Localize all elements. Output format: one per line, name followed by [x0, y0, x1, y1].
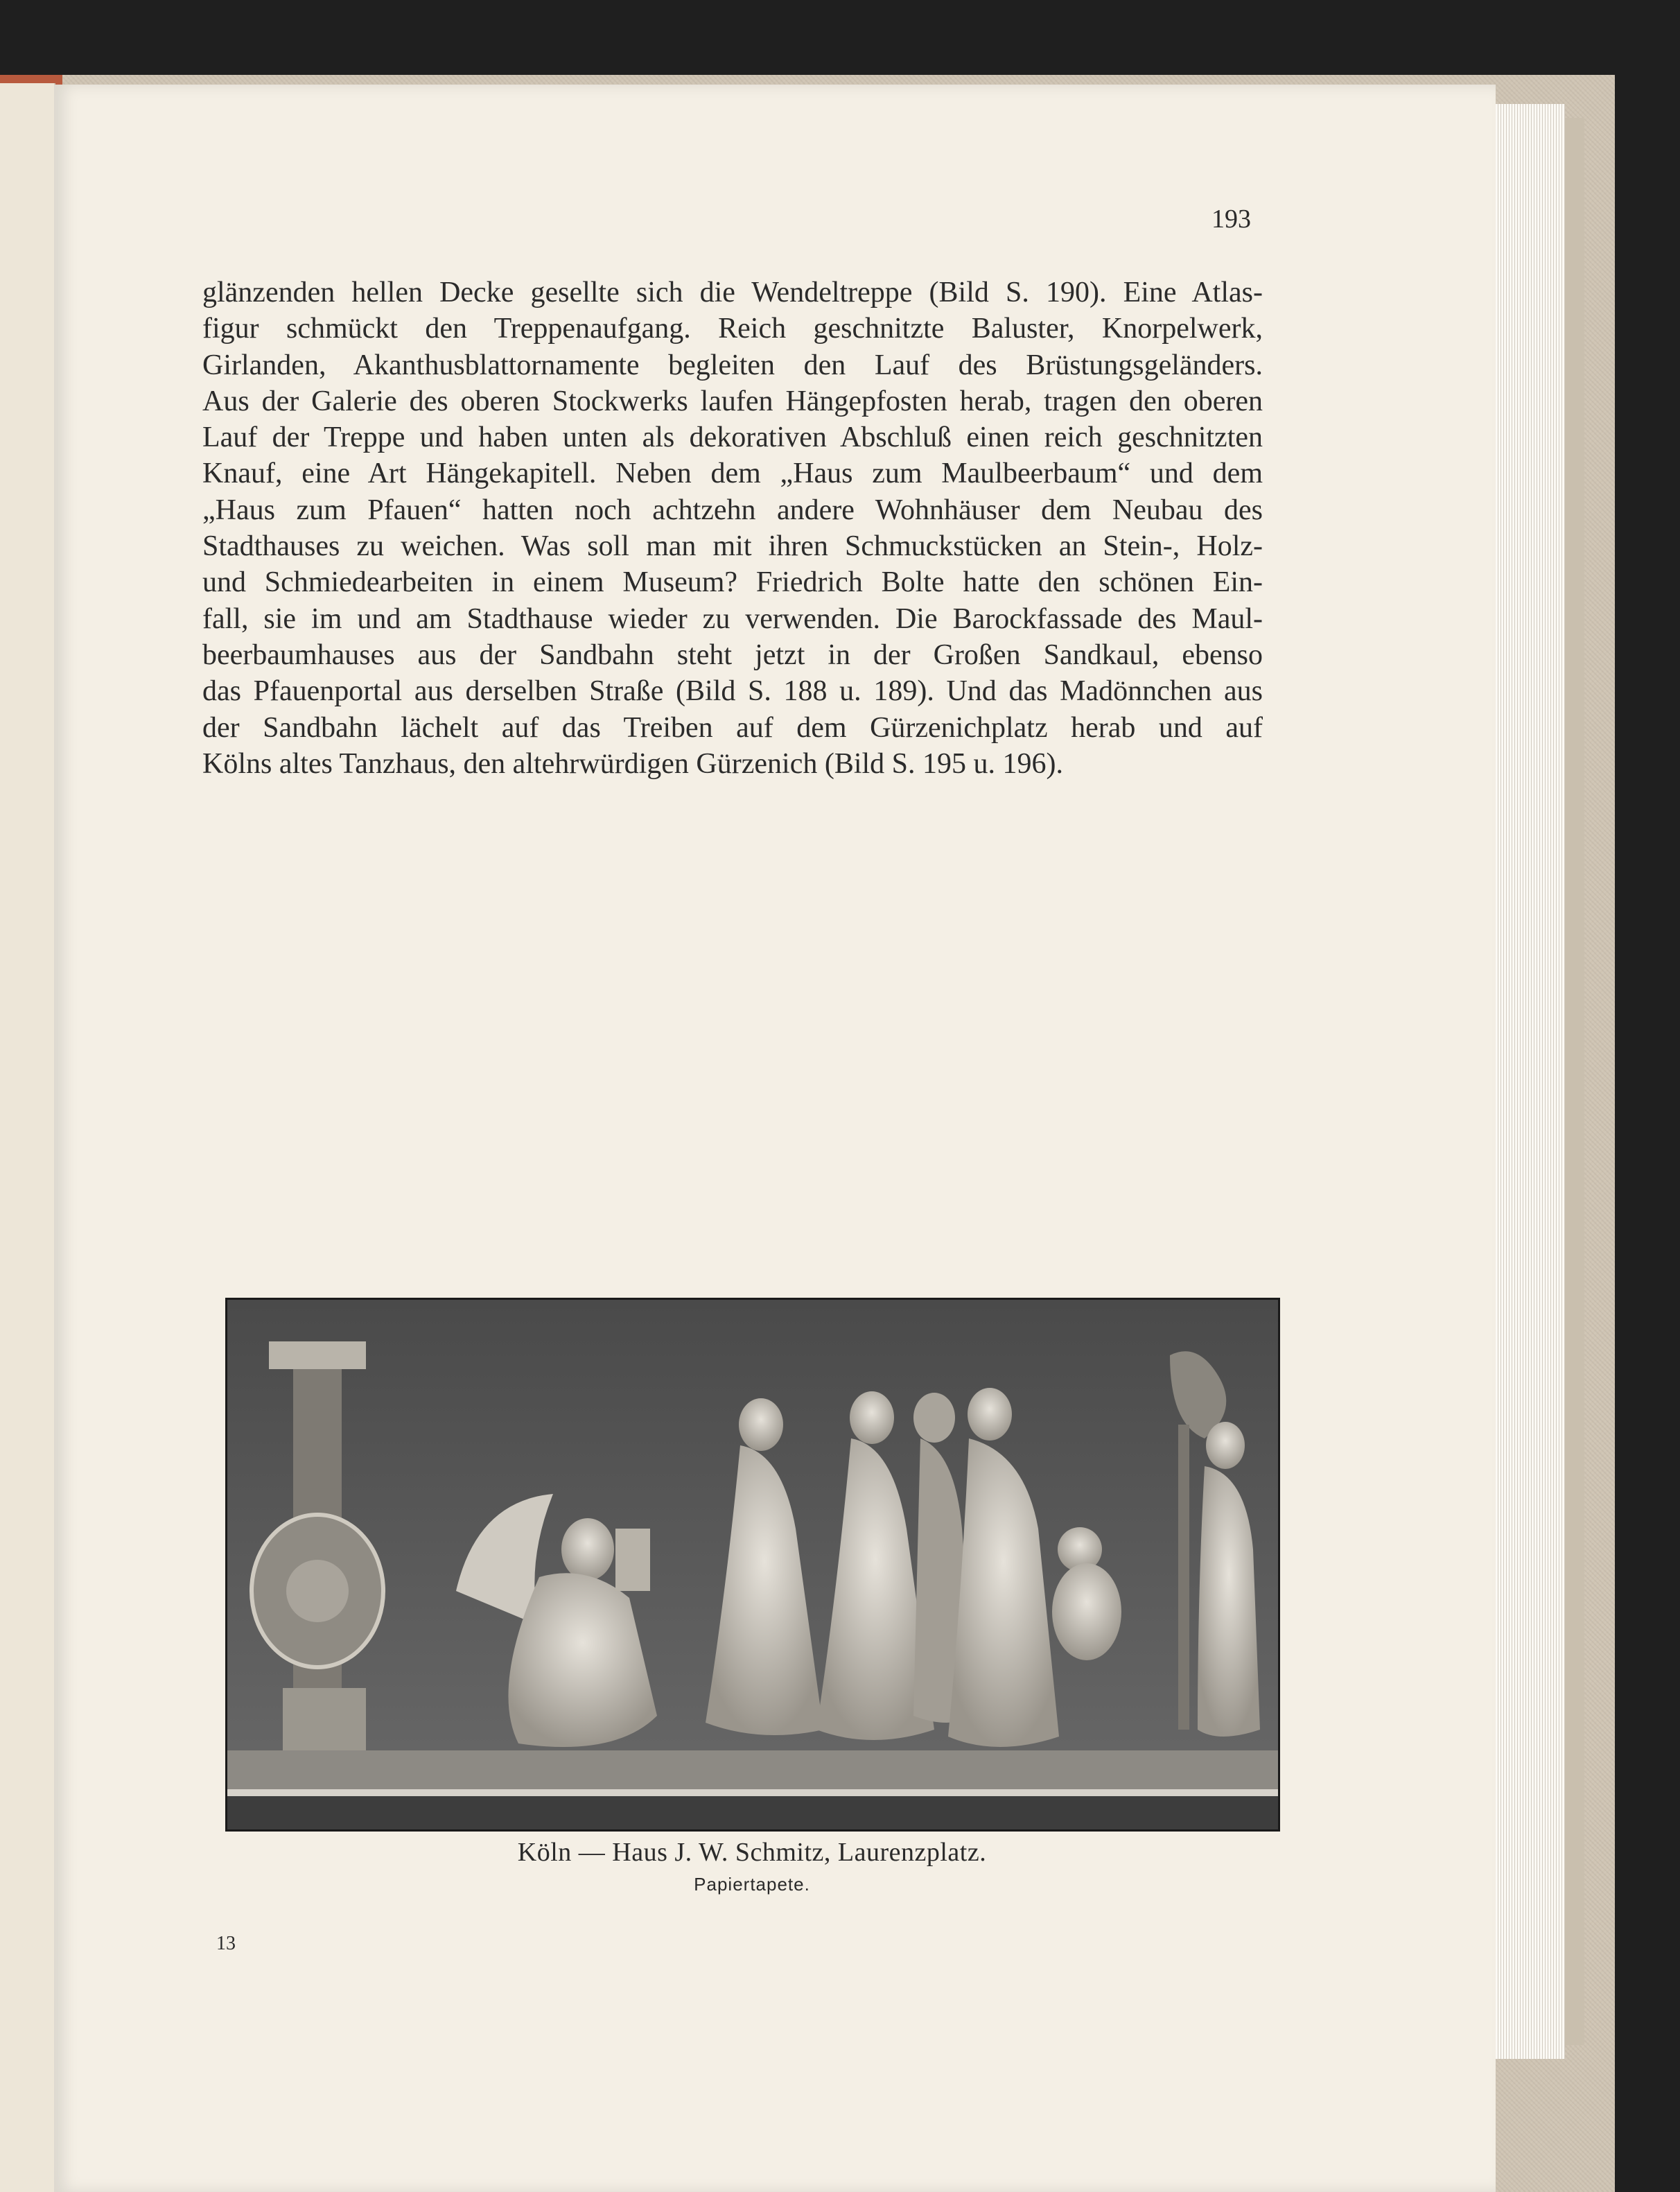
board-edge	[1565, 118, 1584, 2045]
text-line: Knauf, eine Art Hängekapitell. Neben dem „Haus zum Maulbeerbaum“ und dem	[202, 458, 1263, 490]
text-line: das Pfauenportal aus derselben Straße (Bild S. 188 u. 189). Und das Madönnchen aus	[202, 675, 1263, 708]
figure-subcaption: Papiertapete.	[694, 1874, 810, 1895]
text-line: Aus der Galerie des oberen Stockwerks laufen Hängepfosten herab, tragen den oberen	[202, 385, 1263, 417]
text-line: glänzenden hellen Decke gesellte sich die Wendeltreppe (Bild S. 190). Eine Atlas-	[202, 277, 1263, 308]
page-number: 193	[1211, 205, 1251, 234]
text-line: beerbaumhauses aus der Sandbahn steht jetzt in der Großen Sandkaul, ebenso	[202, 638, 1263, 671]
body-text	[202, 275, 1263, 782]
text-line: Stadthauses zu weichen. Was soll man mit ihren Schmuckstücken an Stein-, Holz-	[202, 530, 1263, 563]
text-line: Girlanden, Akanthusblattornamente begleiten den Lauf des Brüstungsgeländers.	[202, 349, 1263, 381]
text-line: und Schmiedearbeiten in einem Museum? Friedrich Bolte hatte den schönen Ein-	[202, 566, 1263, 599]
text-line: figur schmückt den Treppenaufgang. Reich geschnitzte Baluster, Knorpelwerk,	[202, 313, 1263, 345]
page-block-edges	[1496, 104, 1565, 2059]
signature-mark: 13	[216, 1933, 236, 1954]
figure-caption: Köln — Haus J. W. Schmitz, Laurenzplatz.	[517, 1838, 987, 1867]
left-page-edge	[0, 83, 55, 2192]
text-line: Lauf der Treppe und haben unten als dekorativen Abschluß einen reich geschnitzten	[202, 421, 1263, 454]
text-line: Kölns altes Tanzhaus, den altehrwürdigen Gürzenich (Bild S. 195 u. 196).	[202, 747, 1064, 780]
text-line: der Sandbahn lächelt auf das Treiben auf dem Gürzenichplatz herab und auf	[202, 711, 1263, 744]
wallpaper-plate-image	[225, 1298, 1280, 1832]
text-line: „Haus zum Pfauen“ hatten noch achtzehn andere Wohnhäuser dem Neubau des	[202, 494, 1263, 526]
text-line: fall, sie im und am Stadthause wieder zu verwenden. Die Barockfassade des Maul-	[202, 602, 1263, 635]
